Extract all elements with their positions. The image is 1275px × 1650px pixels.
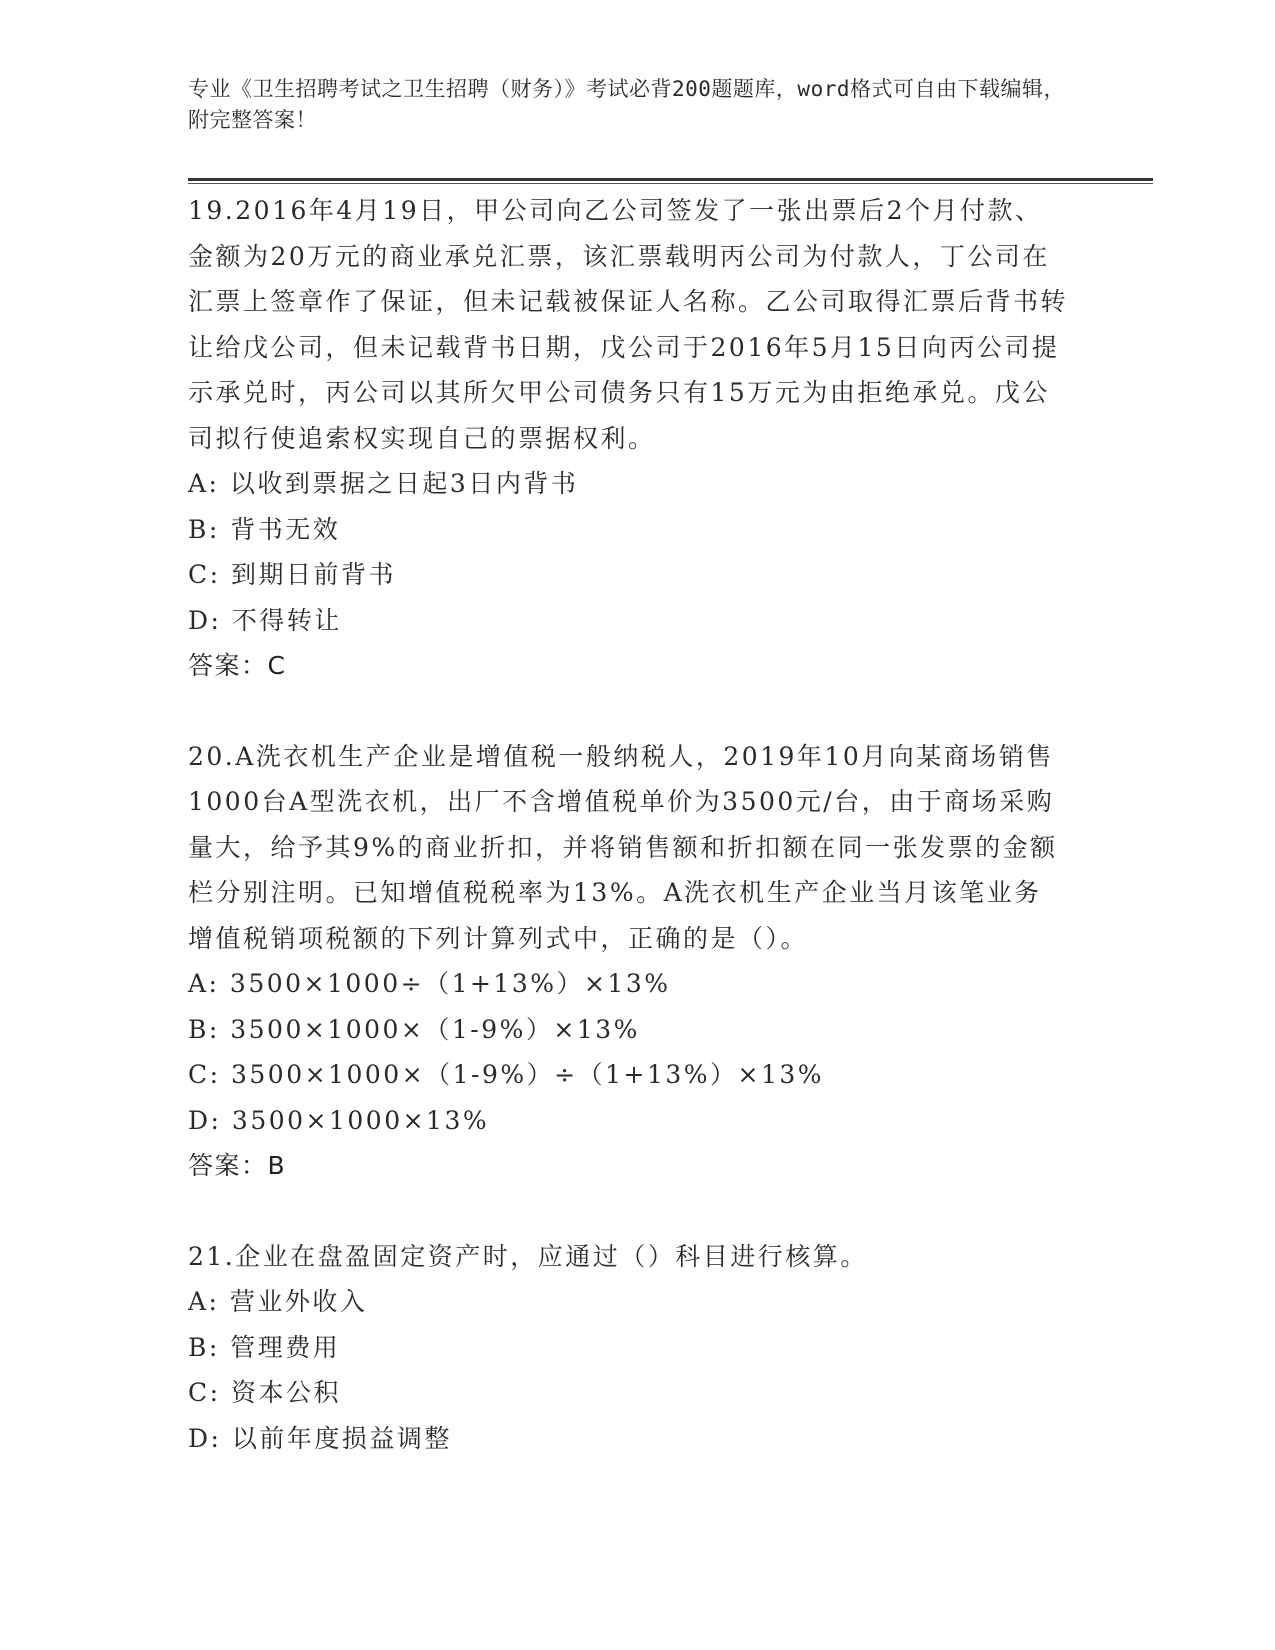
question-21 bbox=[188, 1234, 1088, 1462]
option-c: C: 到期日前背书 bbox=[188, 560, 396, 589]
option-d: D: 3500×1000×13% bbox=[188, 1105, 490, 1135]
option-d: D: 以前年度损益调整 bbox=[188, 1423, 452, 1453]
option-a: A: 以收到票据之日起3日内背书 bbox=[188, 469, 579, 498]
document-header bbox=[188, 74, 1068, 136]
answer-line: 答案：C bbox=[188, 651, 287, 680]
header-divider-thick bbox=[188, 178, 1153, 181]
question-list bbox=[188, 188, 1088, 1461]
option-d: D: 不得转让 bbox=[188, 605, 342, 635]
header-text: 专业《卫生招聘考试之卫生招聘（财务）》考试必背200题题库，word格式可自由下载编辑，附完整答案！ bbox=[188, 77, 1065, 132]
option-a: A: 3500×1000÷（1+13%）×13% bbox=[188, 969, 671, 998]
question-19 bbox=[188, 188, 1088, 689]
option-b: B: 背书无效 bbox=[188, 514, 341, 544]
option-b: B: 3500×1000×（1-9%）×13% bbox=[188, 1014, 640, 1044]
option-a: A: 营业外收入 bbox=[188, 1287, 368, 1316]
question-spacer bbox=[188, 1189, 1088, 1234]
question-20 bbox=[188, 734, 1088, 1189]
header-divider-thin bbox=[188, 183, 1153, 184]
question-stem: 20.A洗衣机生产企业是增值税一般纳税人，2019年10月向某商场销售1000台A型洗衣机，出厂不含增值税单价为3500元/台，由于商场采购量大，给予其9%的商业折扣，并将销售额和折扣额在同一张发票的金额栏分别注明。已知增值税税率为13%。A洗衣机生产企业当月该笔业务增值税销项税额的下列计算列式中，正确的是（）。 bbox=[188, 741, 1058, 953]
answer-line: 答案：B bbox=[188, 1151, 287, 1180]
option-c: C: 3500×1000×（1-9%）÷（1+13%）×13% bbox=[188, 1060, 825, 1089]
option-c: C: 资本公积 bbox=[188, 1378, 341, 1407]
question-stem: 21.企业在盘盈固定资产时，应通过（）科目进行核算。 bbox=[188, 1241, 868, 1271]
question-spacer bbox=[188, 689, 1088, 734]
option-b: B: 管理费用 bbox=[188, 1332, 341, 1362]
question-stem: 19.2016年4月19日，甲公司向乙公司签发了一张出票后2个月付款、金额为20万元的商业承兑汇票，该汇票载明丙公司为付款人，丁公司在汇票上签章作了保证，但未记载被保证人名称。乙公司取得汇票后背书转让给戊公司，但未记载背书日期，戊公司于2016年5月15日向丙公司提示承兑时，丙公司以其所欠甲公司债务只有15万元为由拒绝承兑。戊公司拟行使追索权实现自己的票据权利。 bbox=[188, 196, 1069, 453]
